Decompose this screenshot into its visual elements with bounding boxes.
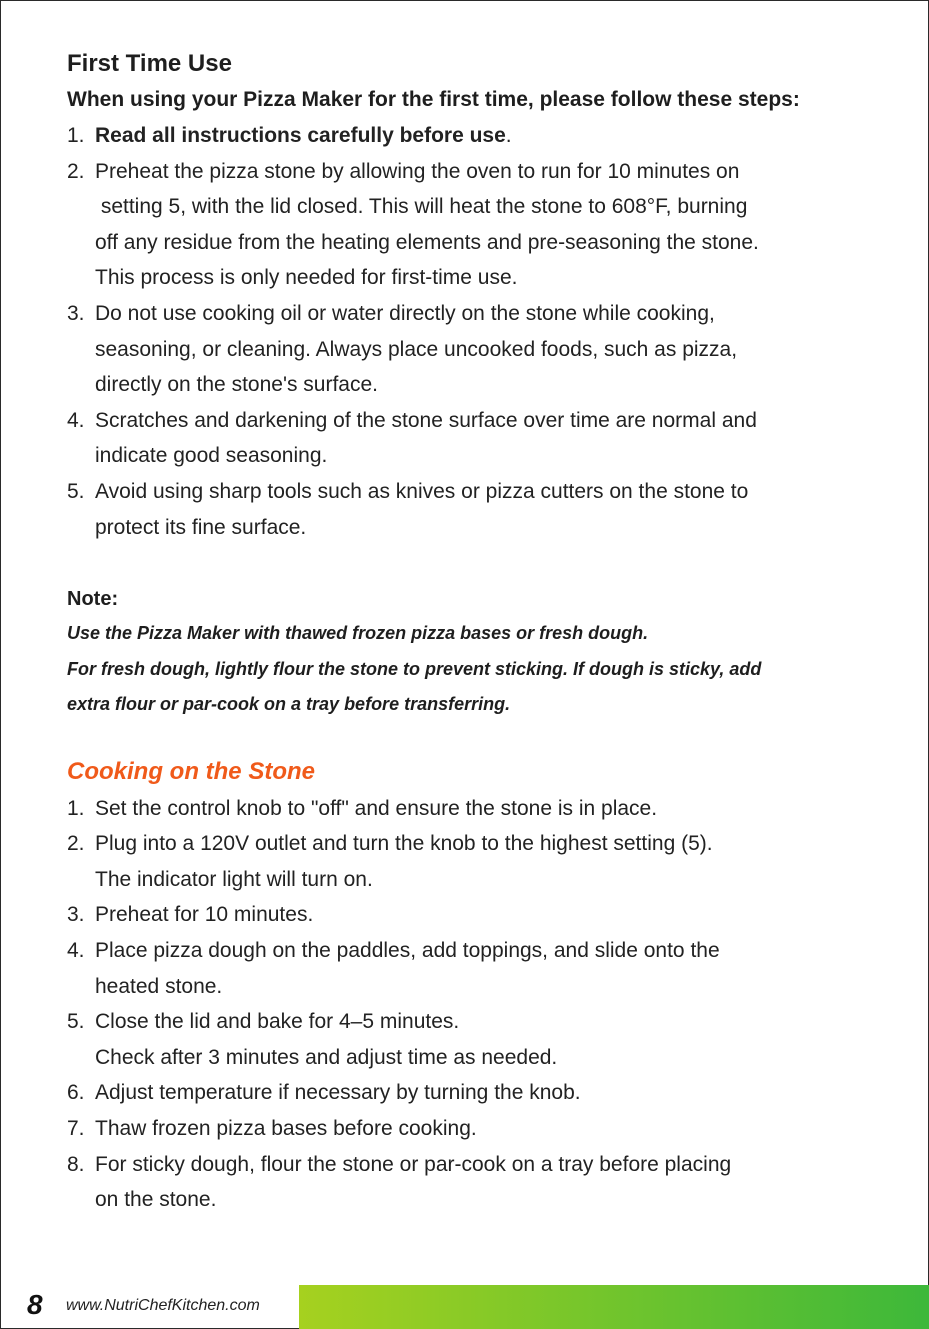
step-line: Plug into a 120V outlet and turn the knob to the highest setting (5). [95, 832, 713, 856]
page-content [67, 46, 877, 1218]
step-number: 4. [67, 408, 85, 432]
step-line: The indicator light will turn on. [95, 867, 373, 891]
step-line: heated stone. [95, 974, 223, 998]
note-line: extra flour or par-cook on a tray before transferring. [67, 694, 511, 715]
list-item [67, 933, 877, 1004]
step-line: Preheat the pizza stone by allowing the oven to run for 10 minutes on [95, 159, 740, 183]
cooking-steps [67, 791, 877, 1218]
step-line: This process is only needed for first-time use. [95, 266, 518, 290]
step-number: 3. [67, 301, 85, 325]
step-line: Close the lid and bake for 4–5 minutes. [95, 1010, 460, 1034]
website-link[interactable]: www.NutriChefKitchen.com [66, 1297, 260, 1314]
list-item [67, 791, 877, 827]
list-item [67, 1111, 877, 1147]
step-line: Check after 3 minutes and adjust time as needed. [95, 1045, 558, 1069]
list-item [67, 296, 877, 403]
step-number: 2. [67, 832, 85, 856]
step-number: 8. [67, 1152, 85, 1176]
note-line: For fresh dough, lightly flour the stone to prevent sticking. If dough is sticky, add [67, 658, 762, 679]
list-item [67, 1147, 877, 1218]
step-line: off any residue from the heating elements and pre-seasoning the stone. [95, 230, 759, 254]
step-line: seasoning, or cleaning. Always place uncooked foods, such as pizza, [95, 337, 738, 361]
step-line: setting 5, with the lid closed. This will heat the stone to 608°F, burning [95, 195, 748, 219]
step-number: 6. [67, 1081, 85, 1105]
list-item [67, 118, 877, 154]
list-item [67, 154, 877, 296]
cooking-heading: Cooking on the Stone [67, 757, 315, 785]
step-line: Set the control knob to "off" and ensure the stone is in place. [95, 796, 658, 820]
step-number: 2. [67, 159, 85, 183]
first-time-intro: When using your Pizza Maker for the first time, please follow these steps: [67, 88, 800, 111]
step-number: 5. [67, 479, 85, 503]
step-number: 3. [67, 903, 85, 927]
step-line: indicate good seasoning. [95, 444, 328, 468]
step-line: Place pizza dough on the paddles, add toppings, and slide onto the [95, 939, 720, 962]
page-number: 8 [27, 1289, 43, 1320]
footer-green-bar [299, 1285, 929, 1329]
list-item [67, 1075, 877, 1111]
step-line: For sticky dough, flour the stone or par-cook on a tray before placing [95, 1152, 732, 1176]
list-item [67, 474, 877, 545]
first-time-use-heading: First Time Use [67, 50, 232, 77]
step-number: 1. [67, 796, 85, 820]
note-line: Use the Pizza Maker with thawed frozen pizza bases or fresh dough. [67, 623, 649, 644]
step-number: 7. [67, 1116, 85, 1140]
step-number: 1. [67, 124, 85, 147]
step-line: Preheat for 10 minutes. [95, 903, 314, 927]
step-line: Avoid using sharp tools such as knives or pizza cutters on the stone to [95, 479, 749, 503]
step-line: directly on the stone's surface. [95, 373, 378, 397]
step-line: Scratches and darkening of the stone surface over time are normal and [95, 408, 757, 432]
list-item [67, 403, 877, 474]
list-item [67, 826, 877, 897]
page-footer [0, 1285, 929, 1329]
step-line: protect its fine surface. [95, 515, 307, 539]
step-line: Do not use cooking oil or water directly on the stone while cooking, [95, 301, 715, 325]
list-item [67, 1004, 877, 1075]
note-heading: Note: [67, 588, 119, 611]
step-tail: . [505, 124, 512, 147]
step-line: Adjust temperature if necessary by turning the knob. [95, 1081, 581, 1105]
step-number: 5. [67, 1010, 85, 1034]
step-line: on the stone. [95, 1188, 217, 1212]
list-item [67, 897, 877, 933]
step-number: 4. [67, 939, 85, 962]
first-time-steps [67, 118, 877, 545]
step-line: Thaw frozen pizza bases before cooking. [95, 1116, 477, 1140]
step-bold-text: Read all instructions carefully before use [95, 124, 506, 147]
